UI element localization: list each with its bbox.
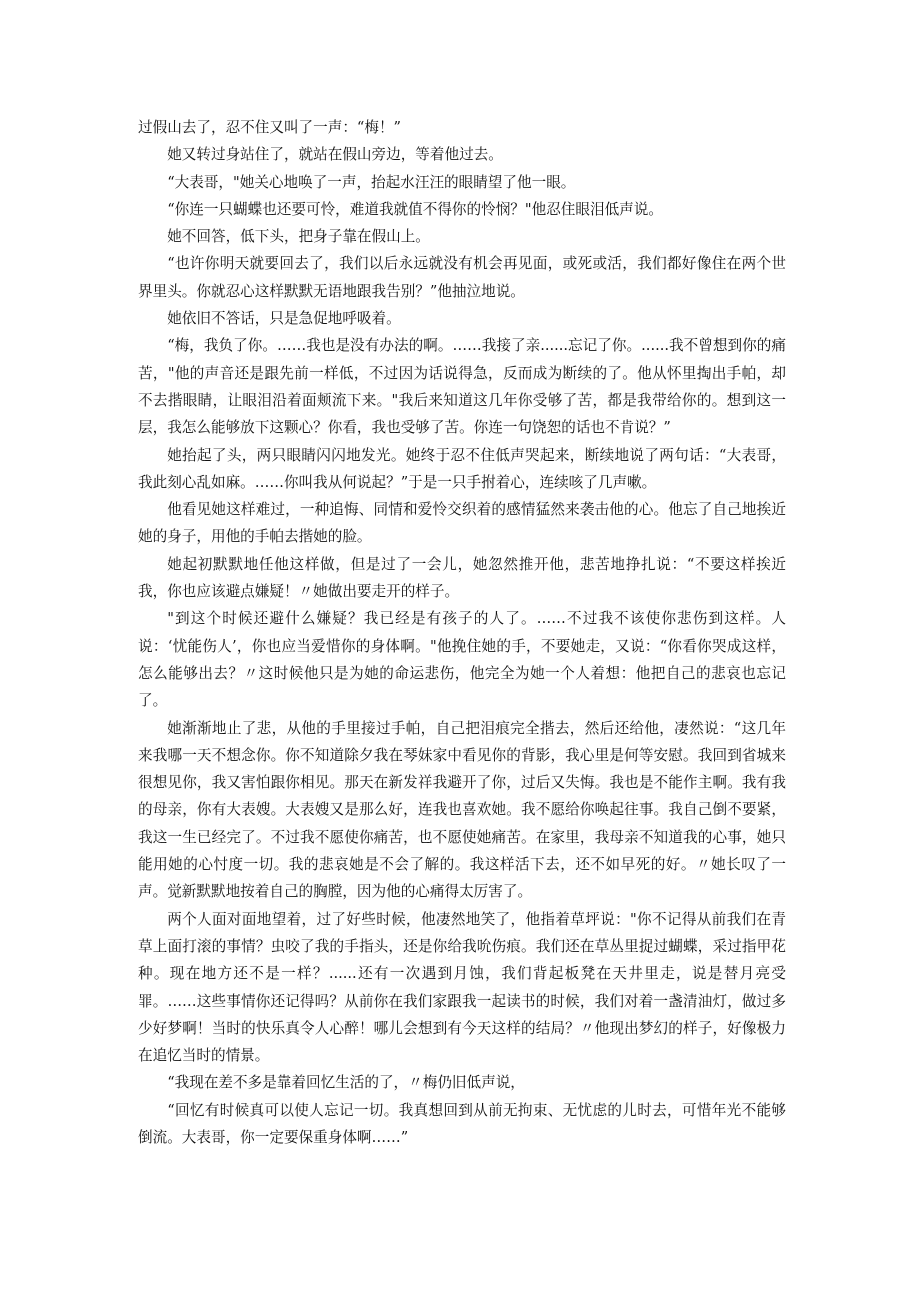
paragraph: 她渐渐地止了悲，从他的手里接过手帕，自己把泪痕完全揩去，然后还给他，凄然说：“这几年来我哪一天不想念你。你不知道除夕我在琴妹家中看见你的背影，我心里是何等安慰。我回到省城来很想见你，我又害怕跟你相见。那天在新发祥我避开了你，过后又失悔。我也是不能作主啊。我有我的母亲，你有大表嫂。大表嫂又是那么好，连我也喜欢她。我不愿给你唤起往事。我自己倒不要紧，我这一生已经完了。不过我不愿使你痛苦，也不愿使她痛苦。在家里，我母亲不知道我的心事，她只能用她的心忖度一切。我的悲哀她是不会了解的。我这样活下去，还不如早死的好。〃她长叹了一声。觉新默默地按着自己的胸膛，因为他的心痛得太厉害了。 — [138, 719, 786, 901]
paragraph: 过假山去了，忍不住又叫了一声：“梅！” — [138, 119, 402, 136]
paragraph: 她不回答，低下头，把身子靠在假山上。 — [167, 228, 430, 246]
paragraph: 她又转过身站住了，就站在假山旁边，等着他过去。 — [167, 146, 503, 164]
body-text — [138, 114, 786, 1151]
paragraph: 她依旧不答话，只是急促地呼吸着。 — [167, 310, 401, 328]
paragraph: “梅，我负了你。……我也是没有办法的啊。……我接了亲......忘记了你。......我不曾想到你的痛苦，"他的声音还是跟先前一样低，不过因为话说得急，反而成为断续的了。他从怀里掏出手帕，却不去揩眼睛，让眼泪沿着面颊流下来。"我后来知道这几年你受够了苦，都是我带给你的。想到这一层，我怎么能够放下这颗心？你看，我也受够了苦。你连一句饶恕的话也不肯说？” — [138, 337, 786, 437]
paragraph: “也许你明天就要回去了，我们以后永远就没有机会再见面，或死或活，我们都好像住在两个世界里头。你就忍心这样默默无语地跟我告别？”他抽泣地说。 — [138, 255, 786, 300]
paragraph: 两个人面对面地望着，过了好些时候，他凄然地笑了，他指着草坪说："你不记得从前我们在青草上面打滚的事情？虫咬了我的手指头，还是你给我吮伤痕。我们还在草丛里捉过蝴蝶，采过指甲花种。现在地方还不是一样？......还有一次遇到月蚀，我们背起板凳在天井里走，说是替月亮受罪。……这些事情你还记得吗？从前你在我们家跟我一起读书的时候，我们对着一盏清油灯，做过多少好梦啊！当时的快乐真令人心醉！哪儿会想到有今天这样的结局？〃他现出梦幻的样子，好像极力在追忆当时的情景。 — [138, 910, 786, 1065]
paragraph: 他看见她这样难过，一种追悔、同情和爱怜交织着的感情猛然来袭击他的心。他忘了自己地挨近她的身子，用他的手帕去揩她的脸。 — [138, 501, 786, 546]
paragraph: 她起初默默地任他这样做，但是过了一会儿，她忽然推开他，悲苦地挣扎说：“不要这样挨近我，你也应该避点嫌疑！〃她做出要走开的样子。 — [138, 555, 786, 601]
paragraph: "到这个时候还避什么嫌疑？我已经是有孩子的人了。……不过我不该使你悲伤到这样。人说：‘忧能伤人’，你也应当爱惜你的身体啊。"他挽住她的手，不要她走，又说：“你看你哭成这样，怎么能够出去？〃这时候他只是为她的命运悲伤，他完全为她一个人着想：他把自己的悲哀也忘记了。 — [138, 610, 786, 710]
paragraph: 她抬起了头，两只眼睛闪闪地发光。她终于忍不住低声哭起来，断续地说了两句话：“大表哥，我此刻心乱如麻。……你叫我从何说起？”于是一只手拊着心，连续咳了几声嗽。 — [138, 446, 786, 491]
paragraph: “我现在差不多是靠着回忆生活的了，〃梅仍旧低声说， — [167, 1074, 525, 1092]
paragraph: “大表哥，"她关心地唤了一声，抬起水汪汪的眼睛望了他一眼。 — [167, 173, 576, 191]
paragraph: “回忆有时候真可以使人忘记一切。我真想回到从前无拘束、无忧虑的儿时去，可惜年光不能够倒流。大表哥，你一定要保重身体啊……” — [138, 1101, 786, 1146]
paragraph: “你连一只蝴蝶也还要可怜，难道我就值不得你的怜悯？"他忍住眼泪低声说。 — [167, 200, 663, 218]
